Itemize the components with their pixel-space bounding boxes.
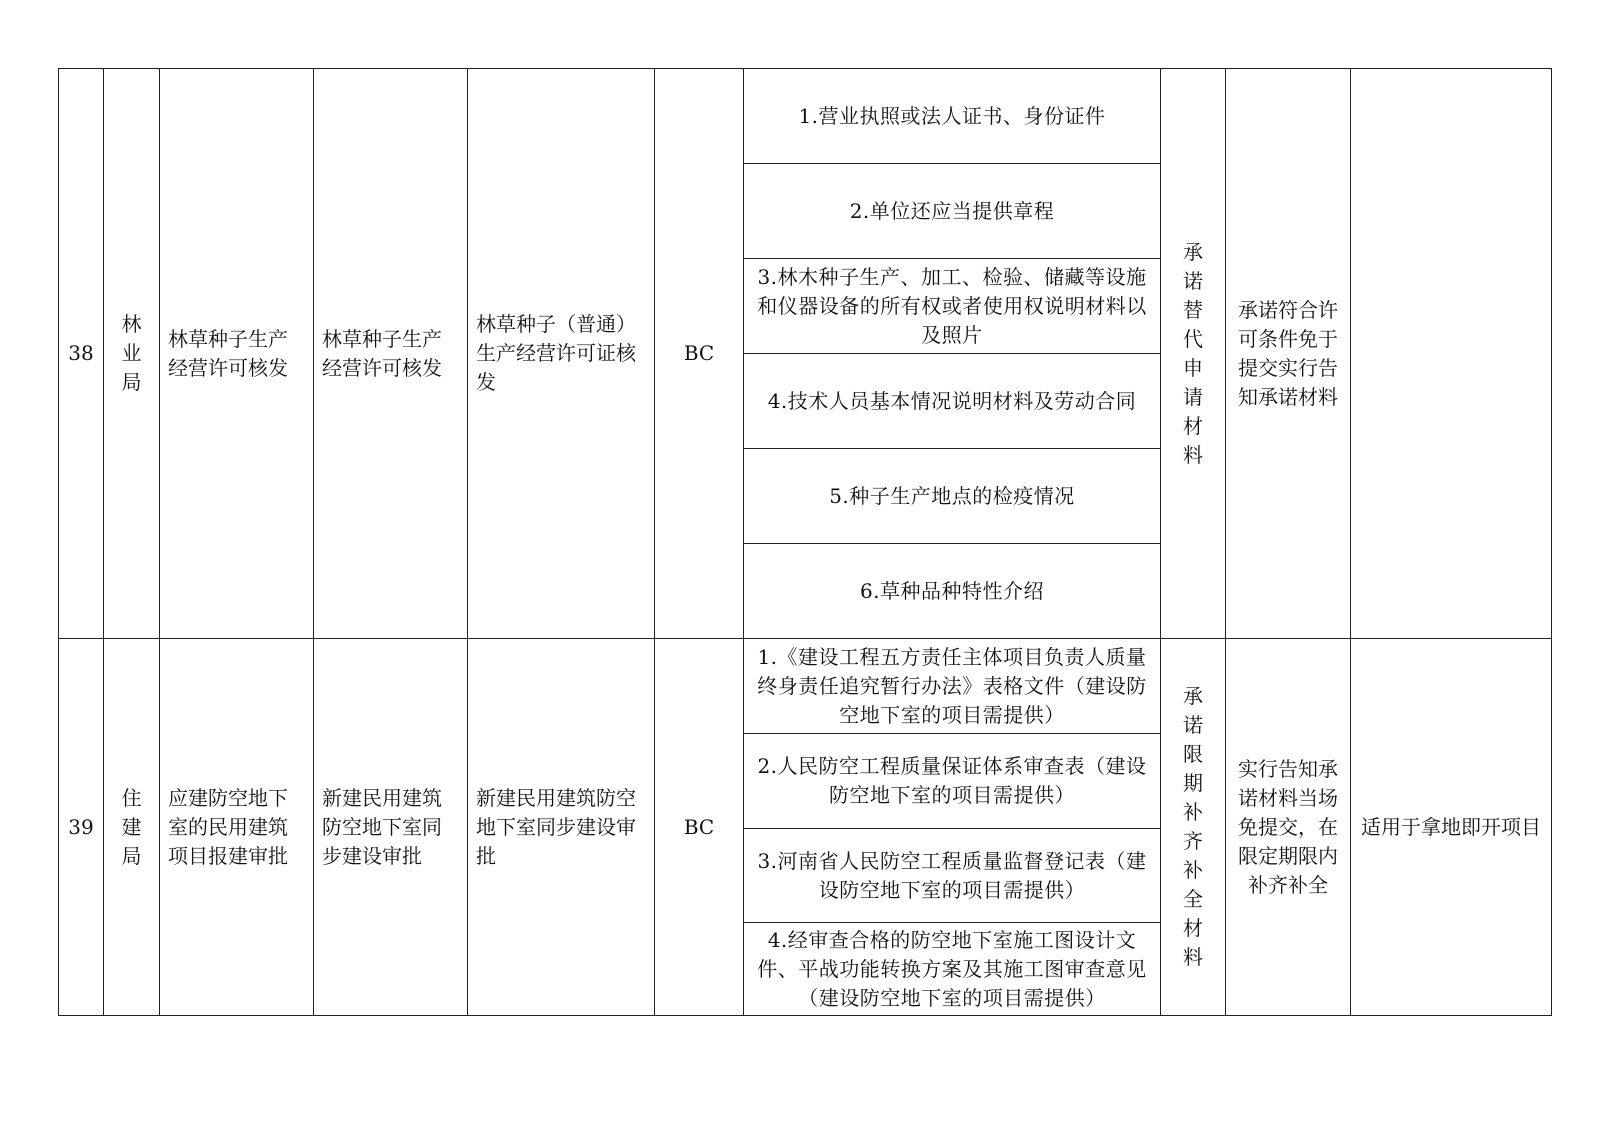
code-cell: BC	[655, 69, 744, 639]
material-cell: 1.营业执照或法人证书、身份证件	[744, 69, 1161, 164]
material-cell: 2.人民防空工程质量保证体系审查表（建设防空地下室的项目需提供）	[744, 734, 1161, 829]
material-cell: 1.《建设工程五方责任主体项目负责人质量终身责任追究暂行办法》表格文件（建设防空地下室的项目需提供）	[744, 639, 1161, 734]
table-row	[59, 639, 1552, 734]
promise-mode-label: 承诺替代申请材料	[1183, 239, 1203, 467]
note-cell: 适用于拿地即开项目	[1351, 639, 1552, 1016]
promise-mode-cell	[1161, 639, 1226, 1016]
table-row	[59, 69, 1552, 164]
row-number: 39	[59, 639, 104, 1016]
code-cell: BC	[655, 639, 744, 1016]
item-name-cell: 应建防空地下室的民用建筑项目报建审批	[160, 639, 314, 1016]
note-cell	[1351, 69, 1552, 639]
promise-mode-cell	[1161, 69, 1226, 639]
approval-materials-table	[58, 68, 1552, 1016]
material-cell: 3.河南省人民防空工程质量监督登记表（建设防空地下室的项目需提供）	[744, 829, 1161, 923]
item-name-cell: 林草种子生产经营许可核发	[160, 69, 314, 639]
promise-mode-label: 承诺限期补齐补全材料	[1183, 684, 1203, 969]
department-label: 林业局	[121, 312, 142, 394]
sub-item-name-cell: 新建民用建筑防空地下室同步建设审批	[314, 639, 468, 1016]
item-detail-cell: 林草种子（普通）生产经营许可证核发	[468, 69, 655, 639]
row-number: 38	[59, 69, 104, 639]
material-cell: 5.种子生产地点的检疫情况	[744, 449, 1161, 544]
promise-option-cell: 承诺符合许可条件免于提交实行告知承诺材料	[1226, 69, 1351, 639]
department-label: 住建局	[121, 785, 142, 868]
material-cell: 6.草种品种特性介绍	[744, 544, 1161, 639]
material-cell: 4.经审查合格的防空地下室施工图设计文件、平战功能转换方案及其施工图审查意见（建设防空地下室的项目需提供）	[744, 923, 1161, 1016]
sub-item-name-cell: 林草种子生产经营许可核发	[314, 69, 468, 639]
item-detail-cell: 新建民用建筑防空地下室同步建设审批	[468, 639, 655, 1016]
material-cell: 4.技术人员基本情况说明材料及劳动合同	[744, 354, 1161, 449]
material-cell: 3.林木种子生产、加工、检验、储藏等设施和仪器设备的所有权或者使用权说明材料以及照片	[744, 259, 1161, 354]
department-cell	[104, 639, 160, 1016]
material-cell: 2.单位还应当提供章程	[744, 164, 1161, 259]
department-cell	[104, 69, 160, 639]
promise-option-cell: 实行告知承诺材料当场免提交，在限定期限内补齐补全	[1226, 639, 1351, 1016]
